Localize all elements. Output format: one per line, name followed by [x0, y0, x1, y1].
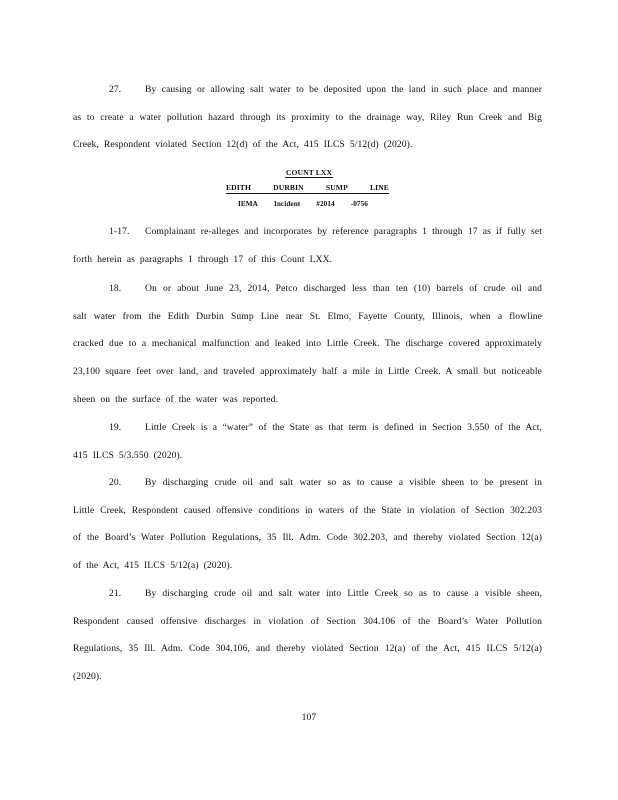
page-number: 107 [301, 712, 317, 723]
paragraph-text: By discharging crude oil and salt water so as to cause a visible sheen to be present in Little Creek, Respondent caused offensive conditions in waters of the State in violation of Section 302.203 of the Board’s Water Pollution Regulations, 35 Ill. Adm. Code 302.203, and thereby violated Section 12(a) of the Act, 415 ILCS 5/12(a) (2020). [73, 477, 542, 572]
subheading-word: #2014 [316, 200, 335, 208]
paragraph-text: Little Creek is a “water” of the State as that term is defined in Section 3.550 of the Act, 415 ILCS 5/3.550 (2020). [73, 422, 542, 461]
paragraph-21 [73, 580, 542, 691]
paragraph-number: 20. [109, 477, 122, 488]
count-subheading-line1 [226, 183, 389, 194]
subheading-word: SUMP [325, 183, 348, 192]
paragraph-number: 1-17. [109, 226, 130, 237]
paragraph-19 [73, 414, 542, 469]
paragraph-text: On or about June 23, 2014, Petco discharged less than ten (10) barrels of crude oil and salt water from the Edith Durbin Sump Line near St. Elmo, Fayette County, Illinois, when a flowline cracked due to a mechanical malfunction and leaked into Little Creek. The discharge covered approximately 23,100 square feet over land, and traveled approximately half a mile in Little Creek. A small but noticeable sheen on the surface of the water was reported. [73, 283, 542, 405]
count-title: COUNT LXX [285, 168, 333, 177]
paragraph-text: By discharging crude oil and salt water into Little Creek so as to cause a visible sheen, Respondent caused offensive discharges in violation of Section 304.106 of the Board’s Water Pollution Regulations, 35 Ill. Adm. Code 304.106, and thereby violated Section 12(a) of the Act, 415 ILCS 5/12(a) (2020). [73, 588, 542, 683]
paragraph-20 [73, 469, 542, 580]
subheading-word: LINE [369, 183, 389, 192]
paragraph-number: 21. [109, 588, 122, 599]
subheading-word: -0756 [350, 200, 368, 208]
subheading-word: DURBIN [273, 183, 304, 192]
paragraph-27 [73, 76, 542, 159]
count-subheading-line2 [238, 199, 368, 209]
paragraph-number: 27. [109, 84, 122, 95]
subheading-word: IEMA [238, 200, 258, 208]
subheading-word: EDITH [226, 183, 251, 192]
paragraph-text: By causing or allowing salt water to be deposited upon the land in such place and manner as to create a water pollution hazard through its proximity to the drainage way, Riley Run Creek and Big Creek, Respondent violated Section 12(d) of the Act, 415 ILCS 5/12(d) (2020). [73, 84, 542, 151]
paragraph-1-17 [73, 218, 542, 273]
count-heading [0, 168, 618, 178]
subheading-word: Incident [273, 200, 301, 208]
paragraph-number: 19. [109, 422, 122, 433]
paragraph-text: Complainant re-alleges and incorporates by reference paragraphs 1 through 17 as if fully set forth herein as paragraphs 1 through 17 of this Count LXX. [73, 226, 542, 265]
paragraph-number: 18. [109, 283, 122, 294]
paragraph-18 [73, 275, 542, 414]
